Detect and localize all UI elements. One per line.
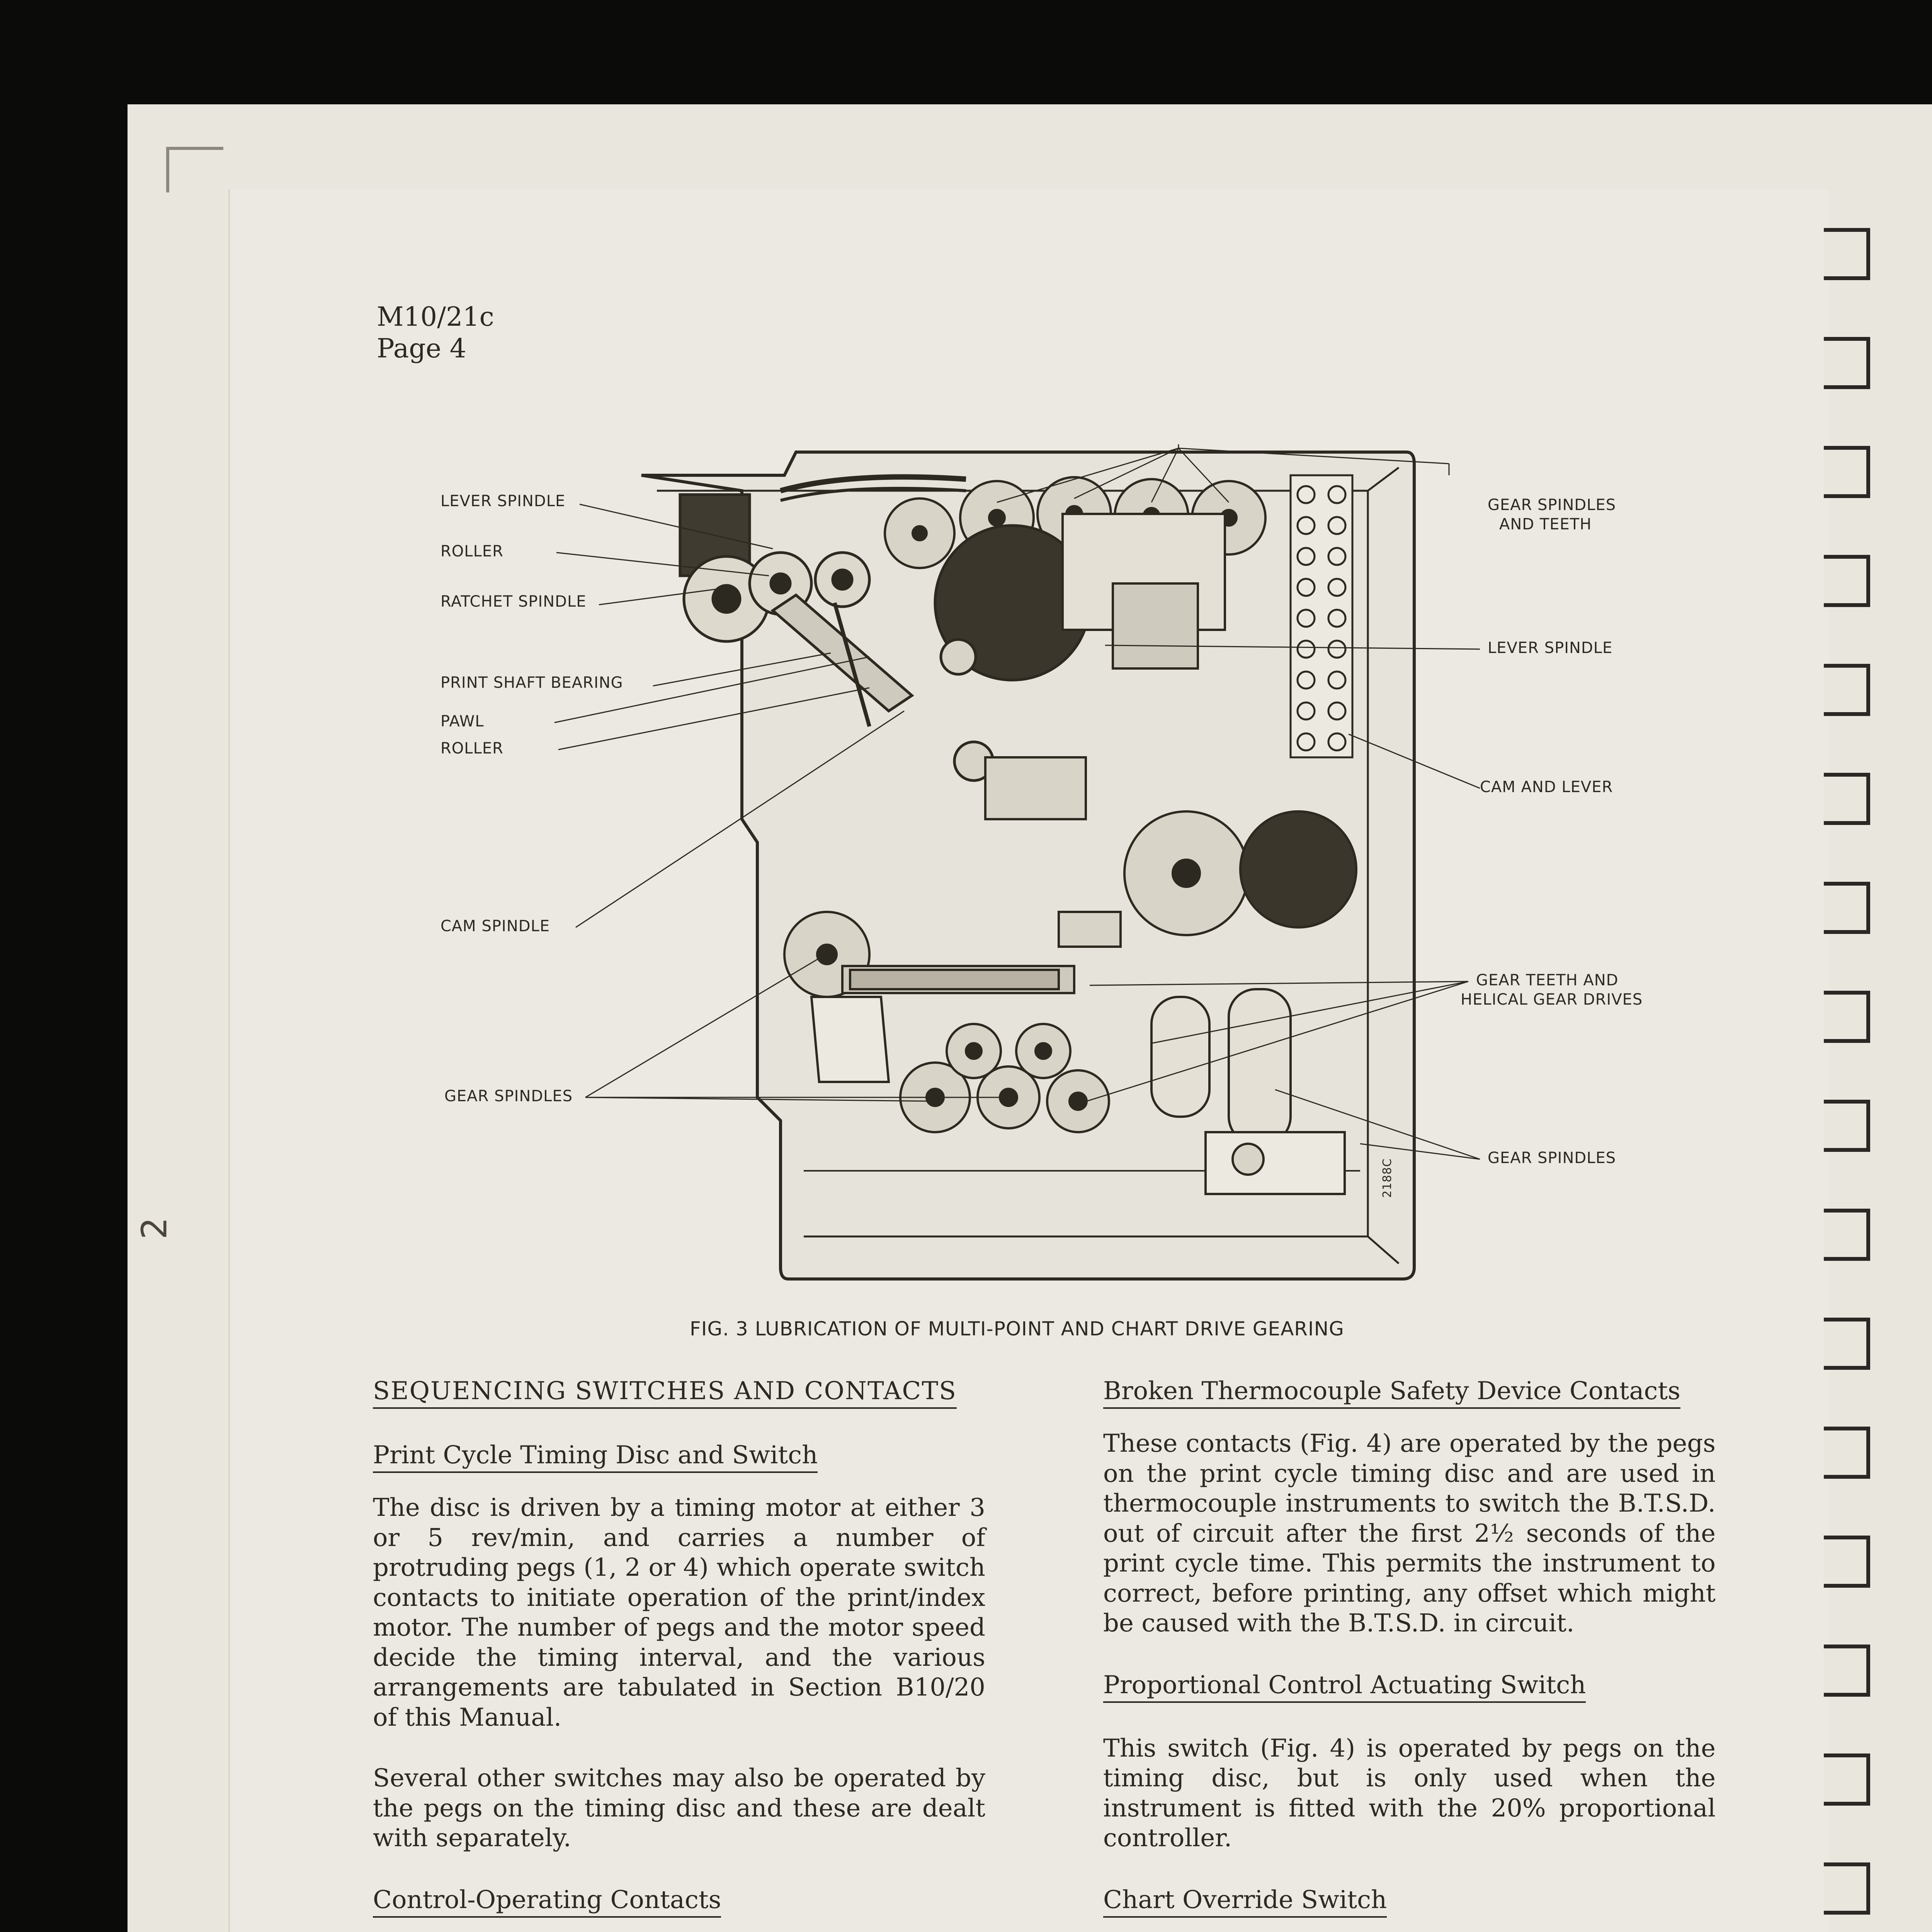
binding-ring bbox=[1824, 1318, 1870, 1370]
heading-control-operating: Control-Operating Contacts bbox=[373, 1884, 721, 1918]
page-number: Page 4 bbox=[377, 333, 466, 364]
binding-ring bbox=[1824, 1209, 1870, 1261]
binding-ring bbox=[1824, 1753, 1870, 1806]
document-id: M10/21c bbox=[377, 302, 494, 332]
binding-ring bbox=[1824, 228, 1870, 280]
para-print-cycle-timing-2: Several other switches may also be operated by the pegs on the timing disc and these are dealt with separately. bbox=[373, 1764, 985, 1852]
label-pawl: PAWL bbox=[440, 713, 484, 730]
label-cam-spindle: CAM SPINDLE bbox=[440, 917, 550, 935]
binding-ring bbox=[1824, 555, 1870, 607]
right-column bbox=[1103, 1376, 1716, 1932]
label-gear-teeth-2: HELICAL GEAR DRIVES bbox=[1461, 991, 1643, 1009]
left-column bbox=[373, 1376, 985, 1932]
label-print-shaft-bearing: PRINT SHAFT BEARING bbox=[440, 674, 623, 692]
binding-ring bbox=[1824, 1862, 1870, 1915]
corner-mark bbox=[166, 147, 223, 192]
binding-ring bbox=[1824, 1536, 1870, 1588]
binding-ring bbox=[1824, 882, 1870, 934]
binding-ring bbox=[1824, 1100, 1870, 1152]
heading-chart-override: Chart Override Switch bbox=[1103, 1884, 1387, 1918]
para-print-cycle-timing-1: The disc is driven by a timing motor at either 3 or 5 rev/min, and carries a number of protruding pegs (1, 2 or 4) which operate switch contacts to initiate operation of the print/index motor. The number of pegs and the motor speed decide the timing interval, and the various arrangements are tabulated in Section B10/20 of this Manual. bbox=[373, 1493, 985, 1732]
drawing-number: 2188C bbox=[1381, 1158, 1394, 1198]
binding-ring bbox=[1824, 337, 1870, 389]
para-broken-thermocouple: These contacts (Fig. 4) are operated by the pegs on the print cycle timing disc and are used in thermocouple instruments to switch the B.T.S.D. out of circuit after the first 2½ seconds of the print cycle time. This permits the instrument to correct, before printing, any offset which might be caused with the B.T.S.D. in circuit. bbox=[1103, 1429, 1716, 1638]
heading-proportional-control: Proportional Control Actuating Switch bbox=[1103, 1670, 1586, 1703]
label-gear-spindles-teeth-2: AND TEETH bbox=[1499, 515, 1592, 533]
lubrication-figure bbox=[425, 417, 1669, 1318]
label-roller-bottom: ROLLER bbox=[440, 740, 503, 757]
binding-ring bbox=[1824, 991, 1870, 1043]
label-cam-and-lever: CAM AND LEVER bbox=[1480, 778, 1613, 796]
section-heading-sequencing: SEQUENCING SWITCHES AND CONTACTS bbox=[373, 1376, 957, 1409]
binding-ring bbox=[1824, 1427, 1870, 1479]
binding-ring bbox=[1824, 664, 1870, 716]
figure-caption: FIG. 3 LUBRICATION OF MULTI-POINT AND CHART DRIVE GEARING bbox=[690, 1318, 1344, 1340]
terminal-block bbox=[1291, 475, 1352, 757]
binding-ring bbox=[1824, 773, 1870, 825]
binding-ring bbox=[1824, 446, 1870, 498]
label-gear-spindles-teeth-1: GEAR SPINDLES bbox=[1488, 496, 1616, 514]
heading-broken-thermocouple: Broken Thermocouple Safety Device Contacts bbox=[1103, 1376, 1680, 1409]
page-header bbox=[377, 301, 494, 365]
label-gear-spindles-left: GEAR SPINDLES bbox=[444, 1087, 573, 1105]
para-proportional-control: This switch (Fig. 4) is operated by pegs on the timing disc, but is only used when the instrument is fitted with the 20% proportional controller. bbox=[1103, 1734, 1716, 1852]
label-gear-teeth-1: GEAR TEETH AND bbox=[1476, 971, 1619, 989]
label-lever-spindle-right: LEVER SPINDLE bbox=[1488, 639, 1613, 657]
binding-ring bbox=[1824, 1645, 1870, 1697]
label-gear-spindles-right: GEAR SPINDLES bbox=[1488, 1149, 1616, 1167]
label-ratchet-spindle: RATCHET SPINDLE bbox=[440, 593, 587, 611]
label-roller-top: ROLLER bbox=[440, 543, 503, 560]
heading-print-cycle-timing: Print Cycle Timing Disc and Switch bbox=[373, 1440, 818, 1473]
label-lever-spindle-left: LEVER SPINDLE bbox=[440, 492, 566, 510]
film-edge-number: 2 bbox=[134, 1217, 175, 1240]
